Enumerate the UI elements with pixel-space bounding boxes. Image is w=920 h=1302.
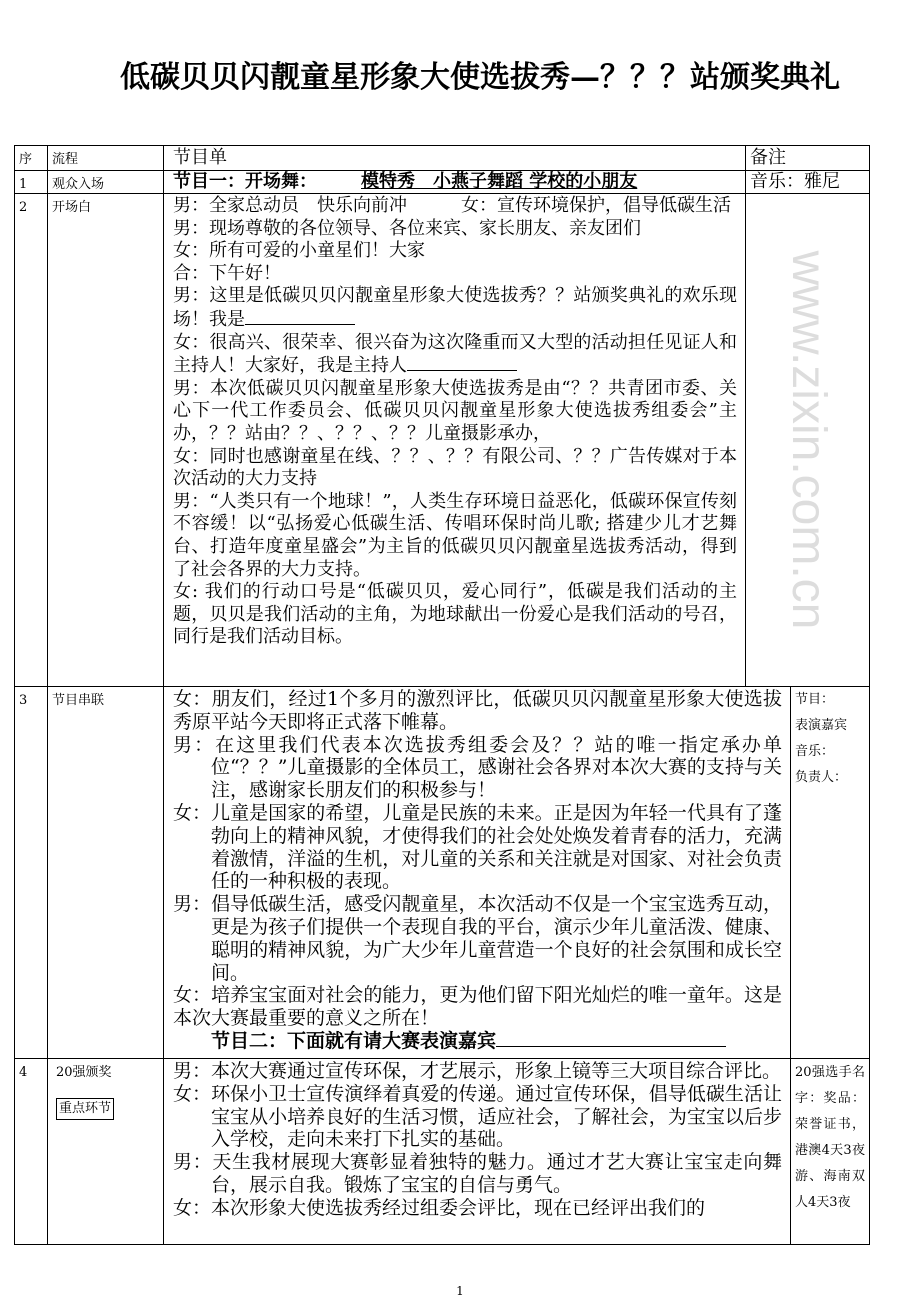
script-text: 女：很高兴、很荣幸、很兴奋为这次隆重而又大型的活动担任见证人和主持人！大家好，我是主持人 bbox=[173, 331, 737, 377]
script-line: 男：倡导低碳生活，感受闪靓童星，本次活动不仅是一个宝宝选秀互动，更是为孩子们提供一个表现自我的平台，演示少年儿童活泼、健康、聪明的精神风貌，为广大少年儿童营造一个良好的社会氛围和成长空间。 bbox=[173, 893, 782, 984]
row-1-remark: 音乐：雅尼 bbox=[745, 170, 870, 194]
document-title: 低碳贝贝闪靓童星形象大使选拔秀—？？？站颁奖典礼 bbox=[120, 60, 840, 95]
program-two bbox=[173, 1030, 782, 1053]
script-line: 女：环保小卫士宣传演绎着真爱的传递。通过宣传环保，倡导低碳生活让宝宝从小培养良好的生活习惯，适应社会，了解社会，为宝宝以后步入学校，走向未来打下扎实的基础。 bbox=[173, 1082, 782, 1151]
script-line: 男：本次低碳贝贝闪靓童星形象大使选拔秀是由“？？共青团市委、关心下一代工作委员会、低碳贝贝闪靓童星形象大使选拔秀组委会”主办，？？站由？？、？？、？？儿童摄影承办， bbox=[173, 377, 737, 444]
key-segment-tag: 重点环节 bbox=[56, 1098, 114, 1120]
row-4-remark: 20强选手名字：奖品：荣誉证书，港澳4天3夜游、海南双人4天3夜 bbox=[790, 1058, 870, 1245]
script-line bbox=[173, 285, 737, 331]
script-line: 女：同时也感谢童星在线、？？、？？有限公司、？？广告传媒对于本次活动的大力支持 bbox=[173, 445, 737, 490]
row-3-no: 3 bbox=[14, 686, 48, 1059]
program-one-items: 模特秀 小燕子舞蹈 学校的小朋友 bbox=[361, 171, 638, 192]
column-divider bbox=[745, 193, 746, 687]
row-1-no: 1 bbox=[14, 170, 48, 194]
page-number: 1 bbox=[456, 1284, 464, 1298]
row-2-program bbox=[163, 193, 870, 687]
remark-line: 节目： bbox=[795, 692, 835, 707]
script-line: 女: 我们的行动口号是“低碳贝贝，爱心同行”，低碳是我们活动的主题，贝贝是我们活动的主角，为地球献出一份爱心是我们活动的号召，同行是我们活动目标。 bbox=[173, 581, 737, 648]
script-line: 男：在这里我们代表本次选拔秀组委会及？？站的唯一指定承办单位“？？”儿童摄影的全体员工，感谢社会各界对本次大赛的支持与关注，感谢家长朋友们的积极参与！ bbox=[173, 733, 782, 802]
header-no: 序 bbox=[14, 145, 48, 171]
script-line: 合：下午好！ bbox=[173, 262, 281, 284]
row-1-flow: 观众入场 bbox=[47, 170, 164, 194]
header-flow: 流程 bbox=[47, 145, 164, 171]
row-3-remark bbox=[790, 686, 870, 1059]
script-line: 女：培养宝宝面对社会的能力，更为他们留下阳光灿烂的唯一童年。这是本次大赛最重要的意义之所在！ bbox=[173, 984, 782, 1030]
script-line: 女：本次形象大使选拔秀经过组委会评比，现在已经评出我们的 bbox=[173, 1196, 706, 1219]
row-4-program bbox=[163, 1058, 791, 1245]
header-remark: 备注 bbox=[745, 145, 870, 171]
guest-blank bbox=[496, 1030, 726, 1047]
remark-line: 负责人： bbox=[795, 770, 848, 785]
row-3-flow: 节目串联 bbox=[47, 686, 164, 1059]
script-line: 男：“人类只有一个地球！”，人类生存环境日益恶化，低碳环保宣传刻不容缓！以“弘扬爱心低碳生活、传唱环保时尚儿歌; 搭建少儿才艺舞台、打造年度童星盛会”为主旨的低碳贝贝闪靓童星选拔秀活动，得到了社会各界的大力支持。 bbox=[173, 490, 737, 580]
script-line bbox=[173, 332, 737, 378]
name-blank bbox=[245, 308, 355, 325]
program-one-label: 节目一：开场舞： bbox=[173, 171, 317, 192]
script-line: 男：天生我材展现大赛彰显着独特的魅力。通过才艺大赛让宝宝走向舞台，展示自我。锻炼了宝宝的自信与勇气。 bbox=[173, 1151, 782, 1196]
row-2-no: 2 bbox=[14, 193, 48, 687]
row-1-program bbox=[163, 170, 746, 194]
script-line: 女：所有可爱的小童星们！大家 bbox=[173, 240, 425, 262]
script-line: 男：本次大赛通过宣传环保，才艺展示，形象上镜等三大项目综合评比。 bbox=[173, 1060, 782, 1082]
header-program: 节目单 bbox=[163, 145, 746, 171]
row-4-flow-label: 20强颁奖 bbox=[56, 1065, 112, 1080]
row-4-flow bbox=[47, 1058, 164, 1245]
row-3-program bbox=[163, 686, 791, 1059]
row-2-flow: 开场白 bbox=[47, 193, 164, 687]
row-4-no: 4 bbox=[14, 1058, 48, 1245]
script-line: 女：朋友们，经过1个多月的激烈评比，低碳贝贝闪靓童星形象大使选拔秀原平站今天即将正式落下帷幕。 bbox=[173, 688, 782, 733]
program-two-label: 节目二：下面就有请大赛表演嘉宾 bbox=[211, 1029, 497, 1052]
remark-line: 音乐： bbox=[795, 744, 835, 759]
script-line: 男：全家总动员 快乐向前冲 女：宣传环境保护，倡导低碳生活 bbox=[173, 195, 731, 216]
host-name-blank bbox=[407, 354, 517, 371]
script-text: 男：这里是低碳贝贝闪靓童星形象大使选拔秀？？站颁奖典礼的欢乐现场！我是 bbox=[173, 285, 737, 330]
remark-line: 表演嘉宾 bbox=[795, 718, 848, 733]
script-line: 女：儿童是国家的希望，儿童是民族的未来。正是因为年轻一代具有了蓬勃向上的精神风貌，才使得我们的社会处处焕发着青春的活力，充满着激情，洋溢的生机，对儿童的关系和关注就是对国家、对社会负责任的一种积极的表现。 bbox=[173, 801, 782, 893]
script-line: 男：现场尊敬的各位领导、各位来宾、家长朋友、亲友团们 bbox=[173, 217, 641, 239]
watermark: www.zixin.com.cn bbox=[782, 250, 835, 630]
